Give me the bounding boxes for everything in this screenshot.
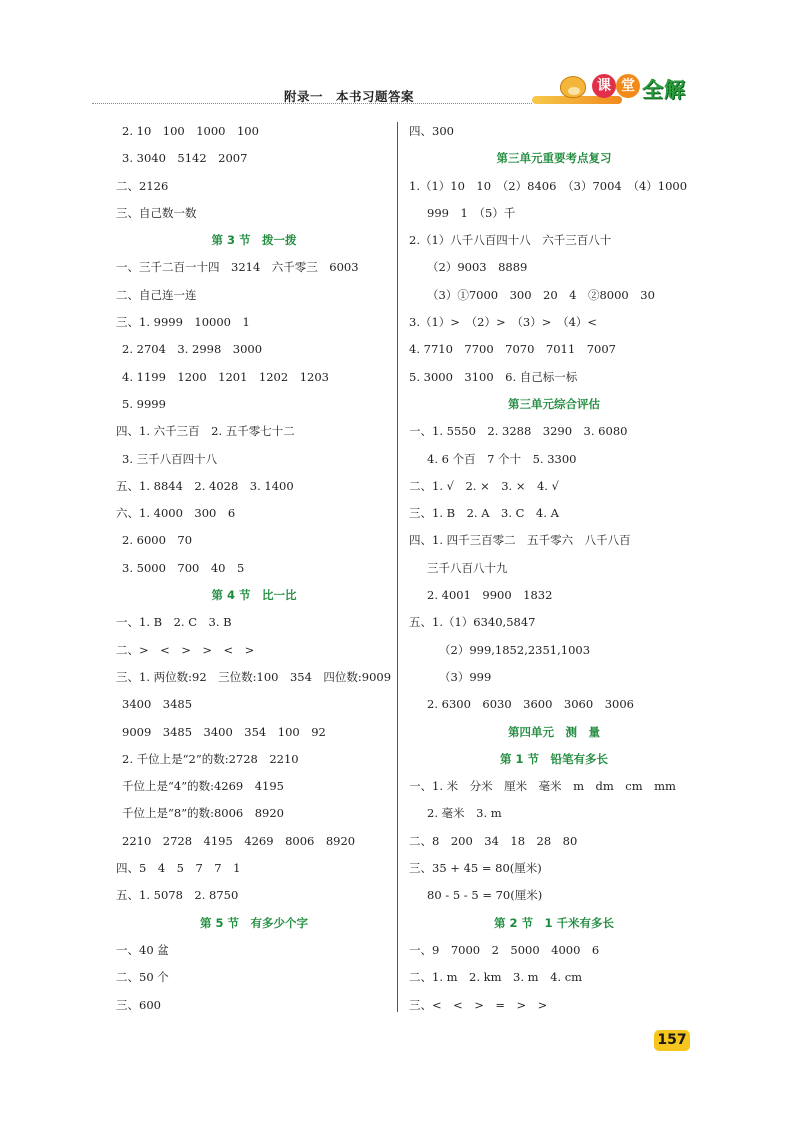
answer-line: 三、600 xyxy=(116,997,161,1012)
answer-line: 千位上是“8”的数:8006 8920 xyxy=(122,806,284,821)
answer-line: 一、1. B 2. C 3. B xyxy=(116,615,232,630)
answer-line: 三、1. 9999 10000 1 xyxy=(116,315,250,330)
answer-line: 四、300 xyxy=(409,124,454,138)
answer-line: 三、自己数一数 xyxy=(116,205,197,220)
section-heading: 第四单元 测 量 xyxy=(508,724,600,739)
section-heading: 第 3 节 拨一拨 xyxy=(211,233,297,248)
answer-line: 4. 6 个百 7 个十 5. 3300 xyxy=(427,451,577,466)
answer-line: （2）999,1852,2351,1003 xyxy=(439,642,591,657)
answer-line: 3400 3485 xyxy=(122,697,193,712)
answer-line: 2. 千位上是“2”的数:2728 2210 xyxy=(122,751,299,766)
answer-line: 四、1. 六千三百 2. 五千零七十二 xyxy=(116,424,295,439)
answer-line: 3.（1）> （2）> （3）> （4）< xyxy=(409,315,598,330)
book-logo xyxy=(532,74,712,106)
section-heading: 第 4 节 比一比 xyxy=(211,588,297,603)
answer-line: 二、8 200 34 18 28 80 xyxy=(409,833,578,848)
answer-line: 9009 3485 3400 354 100 92 xyxy=(122,724,326,739)
answer-line: 一、三千二百一十四 3214 六千零三 6003 xyxy=(116,260,359,275)
answer-line: 5. 9999 xyxy=(122,396,166,411)
answer-line: 三、< < > = > > xyxy=(409,997,548,1012)
answer-line: 一、9 7000 2 5000 4000 6 xyxy=(409,942,600,957)
bear-mascot-icon xyxy=(560,76,586,98)
answer-line: 五、1. 8844 2. 4028 3. 1400 xyxy=(116,478,294,493)
answer-line: 五、1. 5078 2. 8750 xyxy=(116,888,239,903)
answer-line: 千位上是“4”的数:4269 4195 xyxy=(122,779,284,794)
right-column xyxy=(409,118,699,1019)
answer-line: 2. 2704 3. 2998 3000 xyxy=(122,342,263,357)
answer-line: 四、1. 四千三百零二 五千零六 八千八百 xyxy=(409,533,631,548)
answer-line: 二、50 个 xyxy=(116,970,169,985)
answer-line: 2210 2728 4195 4269 8006 8920 xyxy=(122,833,356,848)
answer-line: （2）9003 8889 xyxy=(427,260,528,275)
answer-line: 1.（1）10 10 （2）8406 （3）7004 （4）1000 xyxy=(409,178,688,193)
answer-line: 二、> < > > < > xyxy=(116,642,255,657)
answer-line: 80 - 5 - 5 = 70(厘米) xyxy=(427,888,543,903)
answer-line: 三、1. 两位数:92 三位数:100 354 四位数:9009 xyxy=(116,669,392,684)
header-title: 附录一 本书习题答案 xyxy=(284,89,415,104)
answer-line: 一、1. 5550 2. 3288 3290 3. 6080 xyxy=(409,424,628,439)
answer-line: 3. 5000 700 40 5 xyxy=(122,560,245,575)
answer-line: （3）999 xyxy=(439,669,492,684)
answer-line: 2. 6000 70 xyxy=(122,533,193,548)
answer-line: 二、1. m 2. km 3. m 4. cm xyxy=(409,970,583,985)
answer-line: 五、1.（1）6340,5847 xyxy=(409,615,536,630)
header-dotted-rule xyxy=(92,103,532,104)
answer-line: 二、自己连一连 xyxy=(116,287,197,302)
answer-line: 4. 1199 1200 1201 1202 1203 xyxy=(122,369,329,384)
column-divider xyxy=(397,122,398,1012)
answer-line: 二、1. √ 2. × 3. × 4. √ xyxy=(409,478,559,493)
left-column xyxy=(116,118,392,1019)
answer-line: 3. 三千八百四十八 xyxy=(122,451,218,466)
section-heading: 第 5 节 有多少个字 xyxy=(199,915,308,930)
answer-line: 2. 10 100 1000 100 xyxy=(122,124,259,138)
answer-line: 5. 3000 3100 6. 自己标一标 xyxy=(409,369,578,384)
answer-line: 二、2126 xyxy=(116,178,169,193)
answer-line: 一、1. 米 分米 厘米 毫米 m dm cm mm xyxy=(409,779,676,794)
answer-line: 六、1. 4000 300 6 xyxy=(116,506,236,521)
logo-badge-tang: 堂 xyxy=(616,74,640,98)
page-header xyxy=(92,78,707,106)
answer-line: 一、40 盆 xyxy=(116,942,169,957)
answer-line: 三、1. B 2. A 3. C 4. A xyxy=(409,506,559,521)
answer-line: 2. 毫米 3. m xyxy=(427,806,502,821)
section-heading: 第 1 节 铅笔有多长 xyxy=(499,751,608,766)
page-number: 157 xyxy=(654,1030,690,1051)
answer-line: 2. 6300 6030 3600 3060 3006 xyxy=(427,697,634,712)
answer-line: 三千八百八十九 xyxy=(427,560,508,575)
answer-line: 四、5 4 5 7 7 1 xyxy=(116,861,241,876)
logo-word: 全解 xyxy=(642,78,686,102)
answer-line: 三、35 + 45 = 80(厘米) xyxy=(409,861,542,876)
answer-line: 3. 3040 5142 2007 xyxy=(122,151,248,166)
answer-line: 2.（1）八千八百四十八 六千三百八十 xyxy=(409,233,612,248)
answer-line: 2. 4001 9900 1832 xyxy=(427,588,553,603)
section-heading: 第 2 节 1 千米有多长 xyxy=(493,915,614,930)
section-heading: 第三单元重要考点复习 xyxy=(496,151,612,166)
section-heading: 第三单元综合评估 xyxy=(508,396,600,411)
logo-badge-ke: 课 xyxy=(592,74,616,98)
answer-line: 4. 7710 7700 7070 7011 7007 xyxy=(409,342,616,357)
answer-line: （3）①7000 300 20 4 ②8000 30 xyxy=(427,287,655,302)
answer-line: 999 1 （5）千 xyxy=(427,205,516,220)
